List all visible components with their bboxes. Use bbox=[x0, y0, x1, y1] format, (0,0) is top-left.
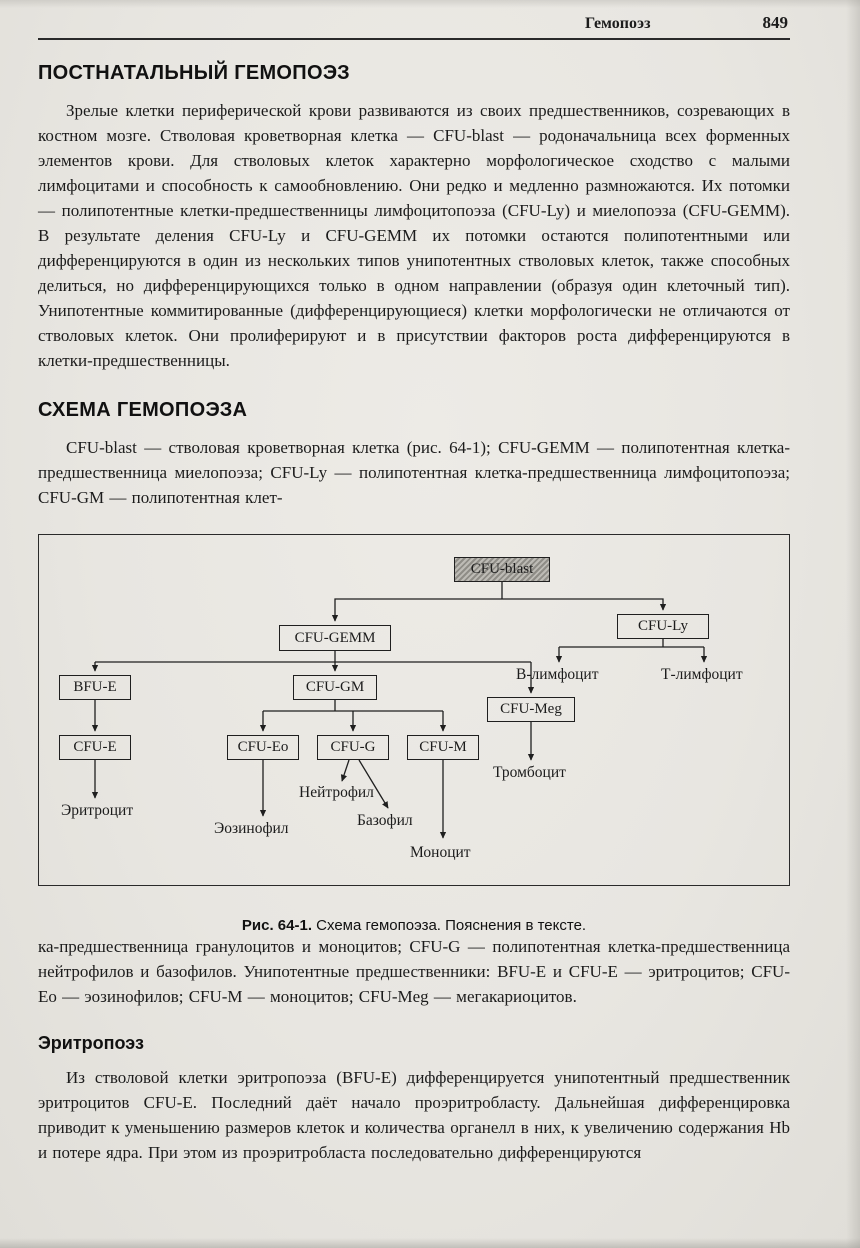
diagram-label-neutrophil: Нейтрофил bbox=[299, 784, 374, 802]
paragraph-erythropoiesis: Из стволовой клетки эритропоэза (BFU-E) дифференцируется унипотентный предшественник эритроцитов CFU-E. Последний даёт начало проэритробласту. Дальнейшая дифференцировка приводит к уменьшению размеров клеток и количества органелл в них, к увеличению содержания Hb и потере ядра. При этом из проэритробласта последовательно дифференцируются bbox=[38, 1068, 790, 1163]
hemopoiesis-diagram bbox=[38, 534, 790, 886]
page-number: 849 bbox=[762, 13, 788, 32]
section-heading-erythropoiesis: Эритропоэз bbox=[38, 1033, 144, 1054]
figure-caption-label: Рис. 64-1. bbox=[241, 917, 312, 935]
section-heading-scheme: СХЕМА ГЕМОПОЭЗА bbox=[38, 399, 248, 422]
diagram-node-cfu-gemm: CFU-GEMM bbox=[279, 625, 391, 651]
figure-caption-text: Схема гемопоэза. Пояснения в тексте. bbox=[316, 917, 587, 935]
diagram-node-cfu-gm: CFU-GM bbox=[293, 675, 377, 700]
diagram-node-cfu-meg: CFU-Meg bbox=[487, 697, 575, 722]
paragraph-postnatal: Зрелые клетки периферической крови развиваются из своих предшественников, созревающих в костном мозге. Стволовая кроветворная клетка — CFU-blast — родоначальница всех форменных элементов крови. Для стволовых клеток характерно морфологическое сходство с малыми лимфоцитами и способность к самообновлению. Они редко и медленно размножаются. Их потомки — полипотентные клетки-предшественницы лимфоцитопоэза (CFU-Ly) и миелопоэза (CFU-GEMM). В результате деления CFU-Ly и CFU-GEMM их потомки остаются полипотентными или дифференцируются в один из нескольких типов унипотентных стволовых клеток, также способных делиться, но дифференцирующихся только в одном направлении (образуя один клеточный тип). Унипотентные коммитированные (дифференцирующиеся) клетки морфологически не отличаются от стволовых клеток. Они пролиферируют и в присутствии факторов роста дифференцируются в клетки-предшественницы. bbox=[38, 101, 790, 371]
running-title: Гемопоэз bbox=[584, 15, 651, 32]
diagram-node-cfu-blast: CFU-blast bbox=[454, 557, 550, 582]
figure-caption bbox=[38, 917, 790, 934]
section-heading-postnatal: ПОСТНАТАЛЬНЫЙ ГЕМОПОЭЗ bbox=[38, 62, 350, 85]
diagram-label-erythrocyte: Эритроцит bbox=[61, 802, 134, 820]
diagram-node-bfu-e: BFU-E bbox=[59, 675, 131, 700]
diagram-node-cfu-e: CFU-E bbox=[59, 735, 131, 760]
diagram-label-thrombocyte: Тромбоцит bbox=[493, 764, 566, 782]
page-header bbox=[38, 0, 790, 40]
diagram-label-basophil: Базофил bbox=[357, 812, 413, 830]
diagram-node-cfu-m: CFU-M bbox=[407, 735, 479, 760]
diagram-node-cfu-g: CFU-G bbox=[317, 735, 389, 760]
diagram-label-b-lymphocyte: В-лимфоцит bbox=[516, 666, 599, 684]
diagram-label-monocyte: Моноцит bbox=[410, 844, 471, 862]
paragraph-scheme-before-figure: CFU-blast — стволовая кроветворная клетка (рис. 64-1); CFU-GEMM — полипотентная клетка-предшественница миелопоэза; CFU-Ly — полипотентная клетка-предшественница лимфоцитопоэза; CFU-GM — полипотентная клет- bbox=[38, 438, 790, 508]
diagram-arrows bbox=[39, 535, 788, 884]
diagram-node-cfu-eo: CFU-Eo bbox=[227, 735, 299, 760]
diagram-label-t-lymphocyte: Т-лимфоцит bbox=[661, 666, 743, 684]
paragraph-scheme-after-figure: ка-предшественница гранулоцитов и моноцитов; CFU-G — полипотентная клетка-предшественница нейтрофилов и базофилов. Унипотентные предшественники: BFU-E и CFU-E — эритроцитов; CFU-Eo — эозинофилов; CFU-M — моноцитов; CFU-Meg — мегакариоцитов. bbox=[38, 937, 790, 1007]
diagram-node-cfu-ly: CFU-Ly bbox=[617, 614, 709, 639]
diagram-label-eosinophil: Эозинофил bbox=[214, 820, 289, 838]
